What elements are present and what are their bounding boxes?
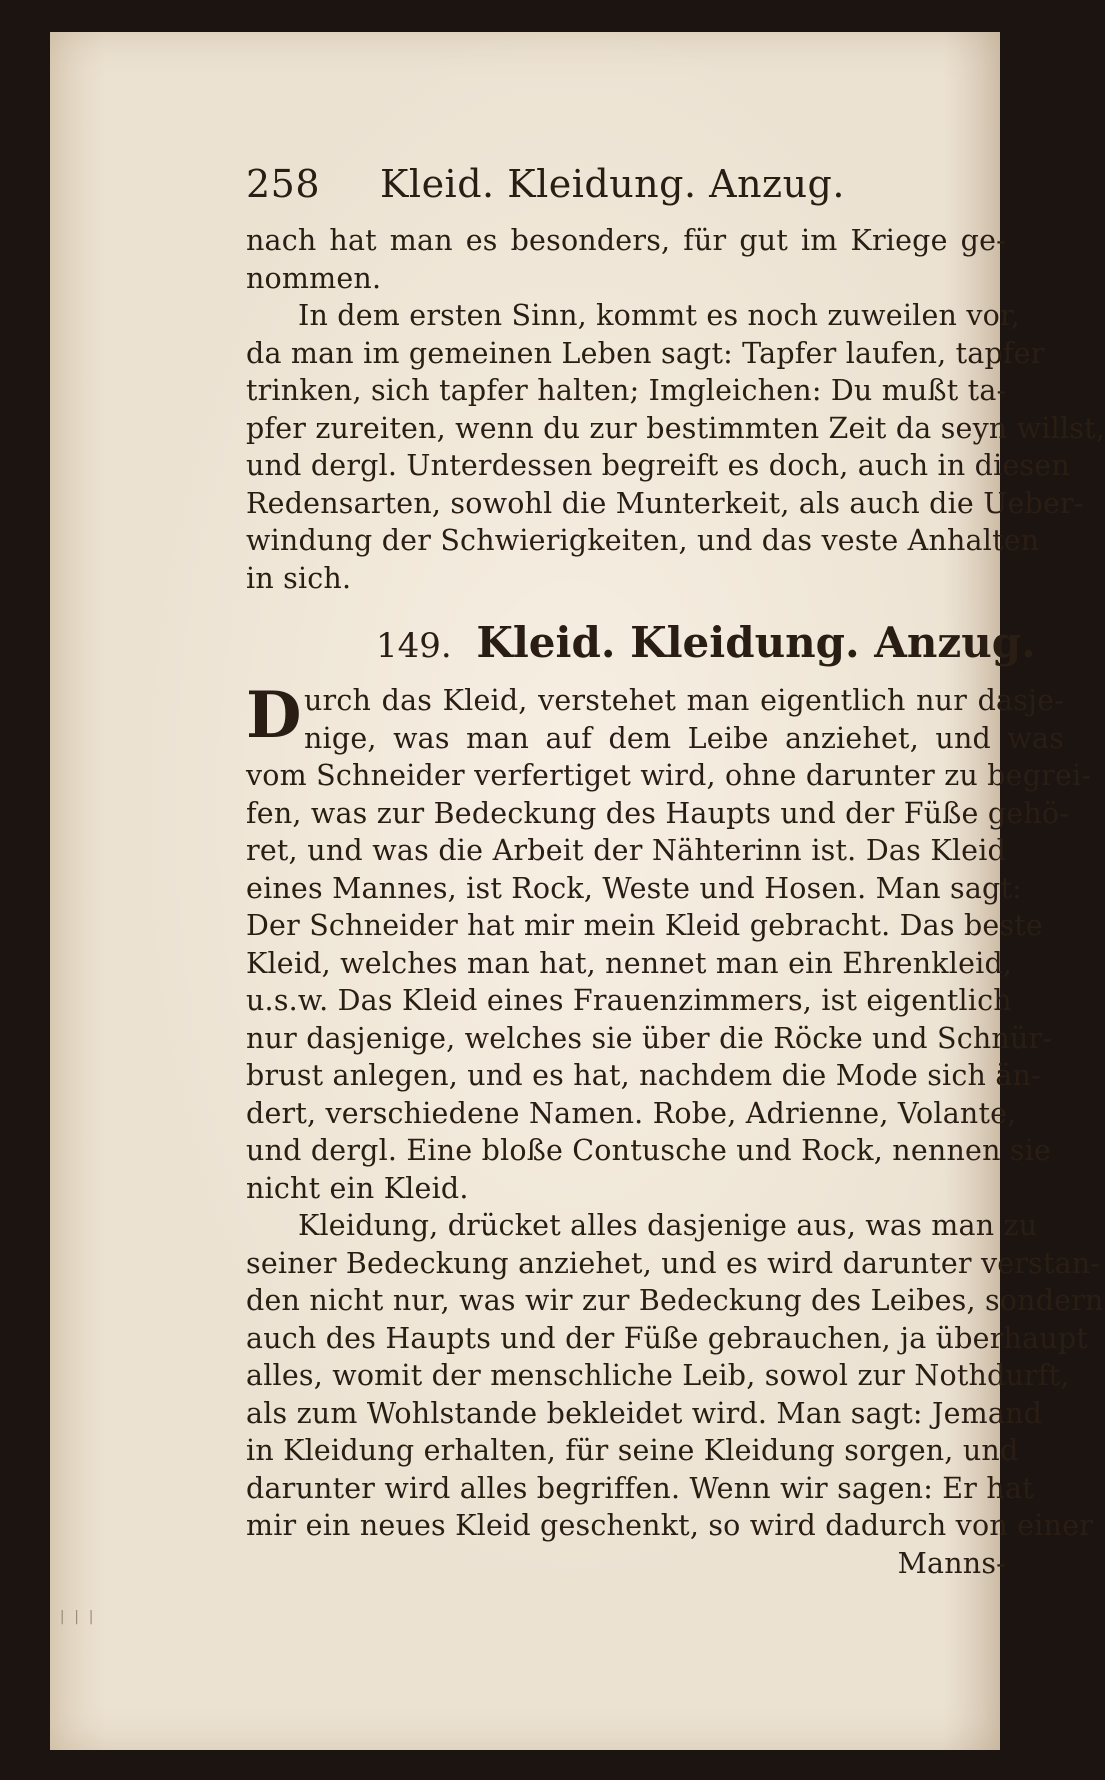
text-line: und dergl. Eine bloße Contusche und Rock, nennen sie [246, 1134, 1052, 1167]
margin-tick-marks: ||| [58, 1609, 102, 1625]
text-line: seiner Bedeckung anziehet, und es wird darunter verstan- [246, 1246, 1101, 1280]
text-line: auch des Haupts und der Füße gebrauchen, ja überhaupt [246, 1321, 1088, 1355]
section-heading [246, 615, 1036, 674]
text-line: pfer zureiten, wenn du zur bestimmten Zeit da seyn willst, [246, 411, 1105, 445]
text-line: nommen. [246, 261, 382, 295]
text-line: mir ein neues Kleid geschenkt, so wird dadurch von einer [246, 1509, 1093, 1542]
text-line: Redensarten, sowohl die Munterkeit, als auch die Ueber- [246, 486, 1084, 520]
section-number: 149. [376, 626, 452, 666]
paragraph-2 [246, 678, 1092, 1207]
text-line: brust anlegen, und es hat, nachdem die Mode sich än- [246, 1059, 1041, 1092]
text-line: fen, was zur Bedeckung des Haupts und der Füße gehö- [246, 796, 1070, 830]
text-line: in sich. [246, 561, 352, 595]
text-line: alles, womit der menschliche Leib, sowol zur Nothdurft, [246, 1359, 1070, 1392]
section-title: Kleid. Kleidung. Anzug. [476, 618, 1036, 667]
text-line: nicht ein Kleid. [246, 1171, 469, 1205]
text-line: Kleidung, drücket alles dasjenige aus, was man zu [298, 1209, 1038, 1242]
text-line: Der Schneider hat mir mein Kleid gebracht. Das beste [246, 909, 1044, 942]
book-page [50, 32, 1105, 1750]
text-line: nach hat man es besonders, für gut im Kriege ge- [246, 224, 1006, 257]
text-line: In dem ersten Sinn, kommt es noch zuweilen vor, [298, 299, 1020, 332]
running-head [246, 162, 1006, 222]
text-line: nige, was man auf dem Leibe anziehet, und was [304, 721, 1064, 755]
paragraph-3 [246, 1207, 1104, 1545]
text-line: den nicht nur, was wir zur Bedeckung des Leibes, sondern [246, 1284, 1104, 1317]
page-text-block [246, 162, 1105, 1582]
text-line: u.s.w. Das Kleid eines Frauenzimmers, ist eigentlich [246, 984, 1012, 1017]
page-number: 258 [246, 162, 321, 206]
text-line: in Kleidung erhalten, für seine Kleidung sorgen, und [246, 1434, 1019, 1467]
text-line: vom Schneider verfertiget wird, ohne darunter zu begrei- [246, 759, 1092, 792]
paragraph-1 [246, 297, 1105, 597]
text-line-content: urch das Kleid, verstehet man eigentlich nur dasje- [304, 684, 1064, 717]
text-line: dert, verschiedene Namen. Robe, Adrienne, Volante, [246, 1096, 1017, 1130]
running-head-title: Kleid. Kleidung. Anzug. [380, 162, 845, 206]
text-line: da man im gemeinen Leben sagt: Tapfer laufen, tapfer [246, 336, 1045, 370]
continued-text [246, 222, 1006, 297]
text-line: trinken, sich tapfer halten; Imgleichen: Du mußt ta- [246, 374, 1007, 407]
text-line: und dergl. Unterdessen begreift es doch, auch in diesen [246, 449, 1070, 482]
text-line: als zum Wohlstande bekleidet wird. Man sagt: Jemand [246, 1396, 1043, 1430]
text-line: nur dasjenige, welches sie über die Röcke und Schnür- [246, 1021, 1053, 1055]
text-line: ret, und was die Arbeit der Nähterinn ist. Das Kleid [246, 834, 1006, 867]
text-line: windung der Schwierigkeiten, und das veste Anhalten [246, 524, 1040, 557]
drop-cap: D [246, 678, 302, 753]
text-line: darunter wird alles begriffen. Wenn wir sagen: Er hat [246, 1471, 1034, 1505]
text-line: eines Mannes, ist Rock, Weste und Hosen. Man sagt: [246, 871, 1022, 905]
text-line: Kleid, welches man hat, nennet man ein Ehrenkleid, [246, 946, 1013, 980]
catchword: Manns- [897, 1546, 1006, 1580]
